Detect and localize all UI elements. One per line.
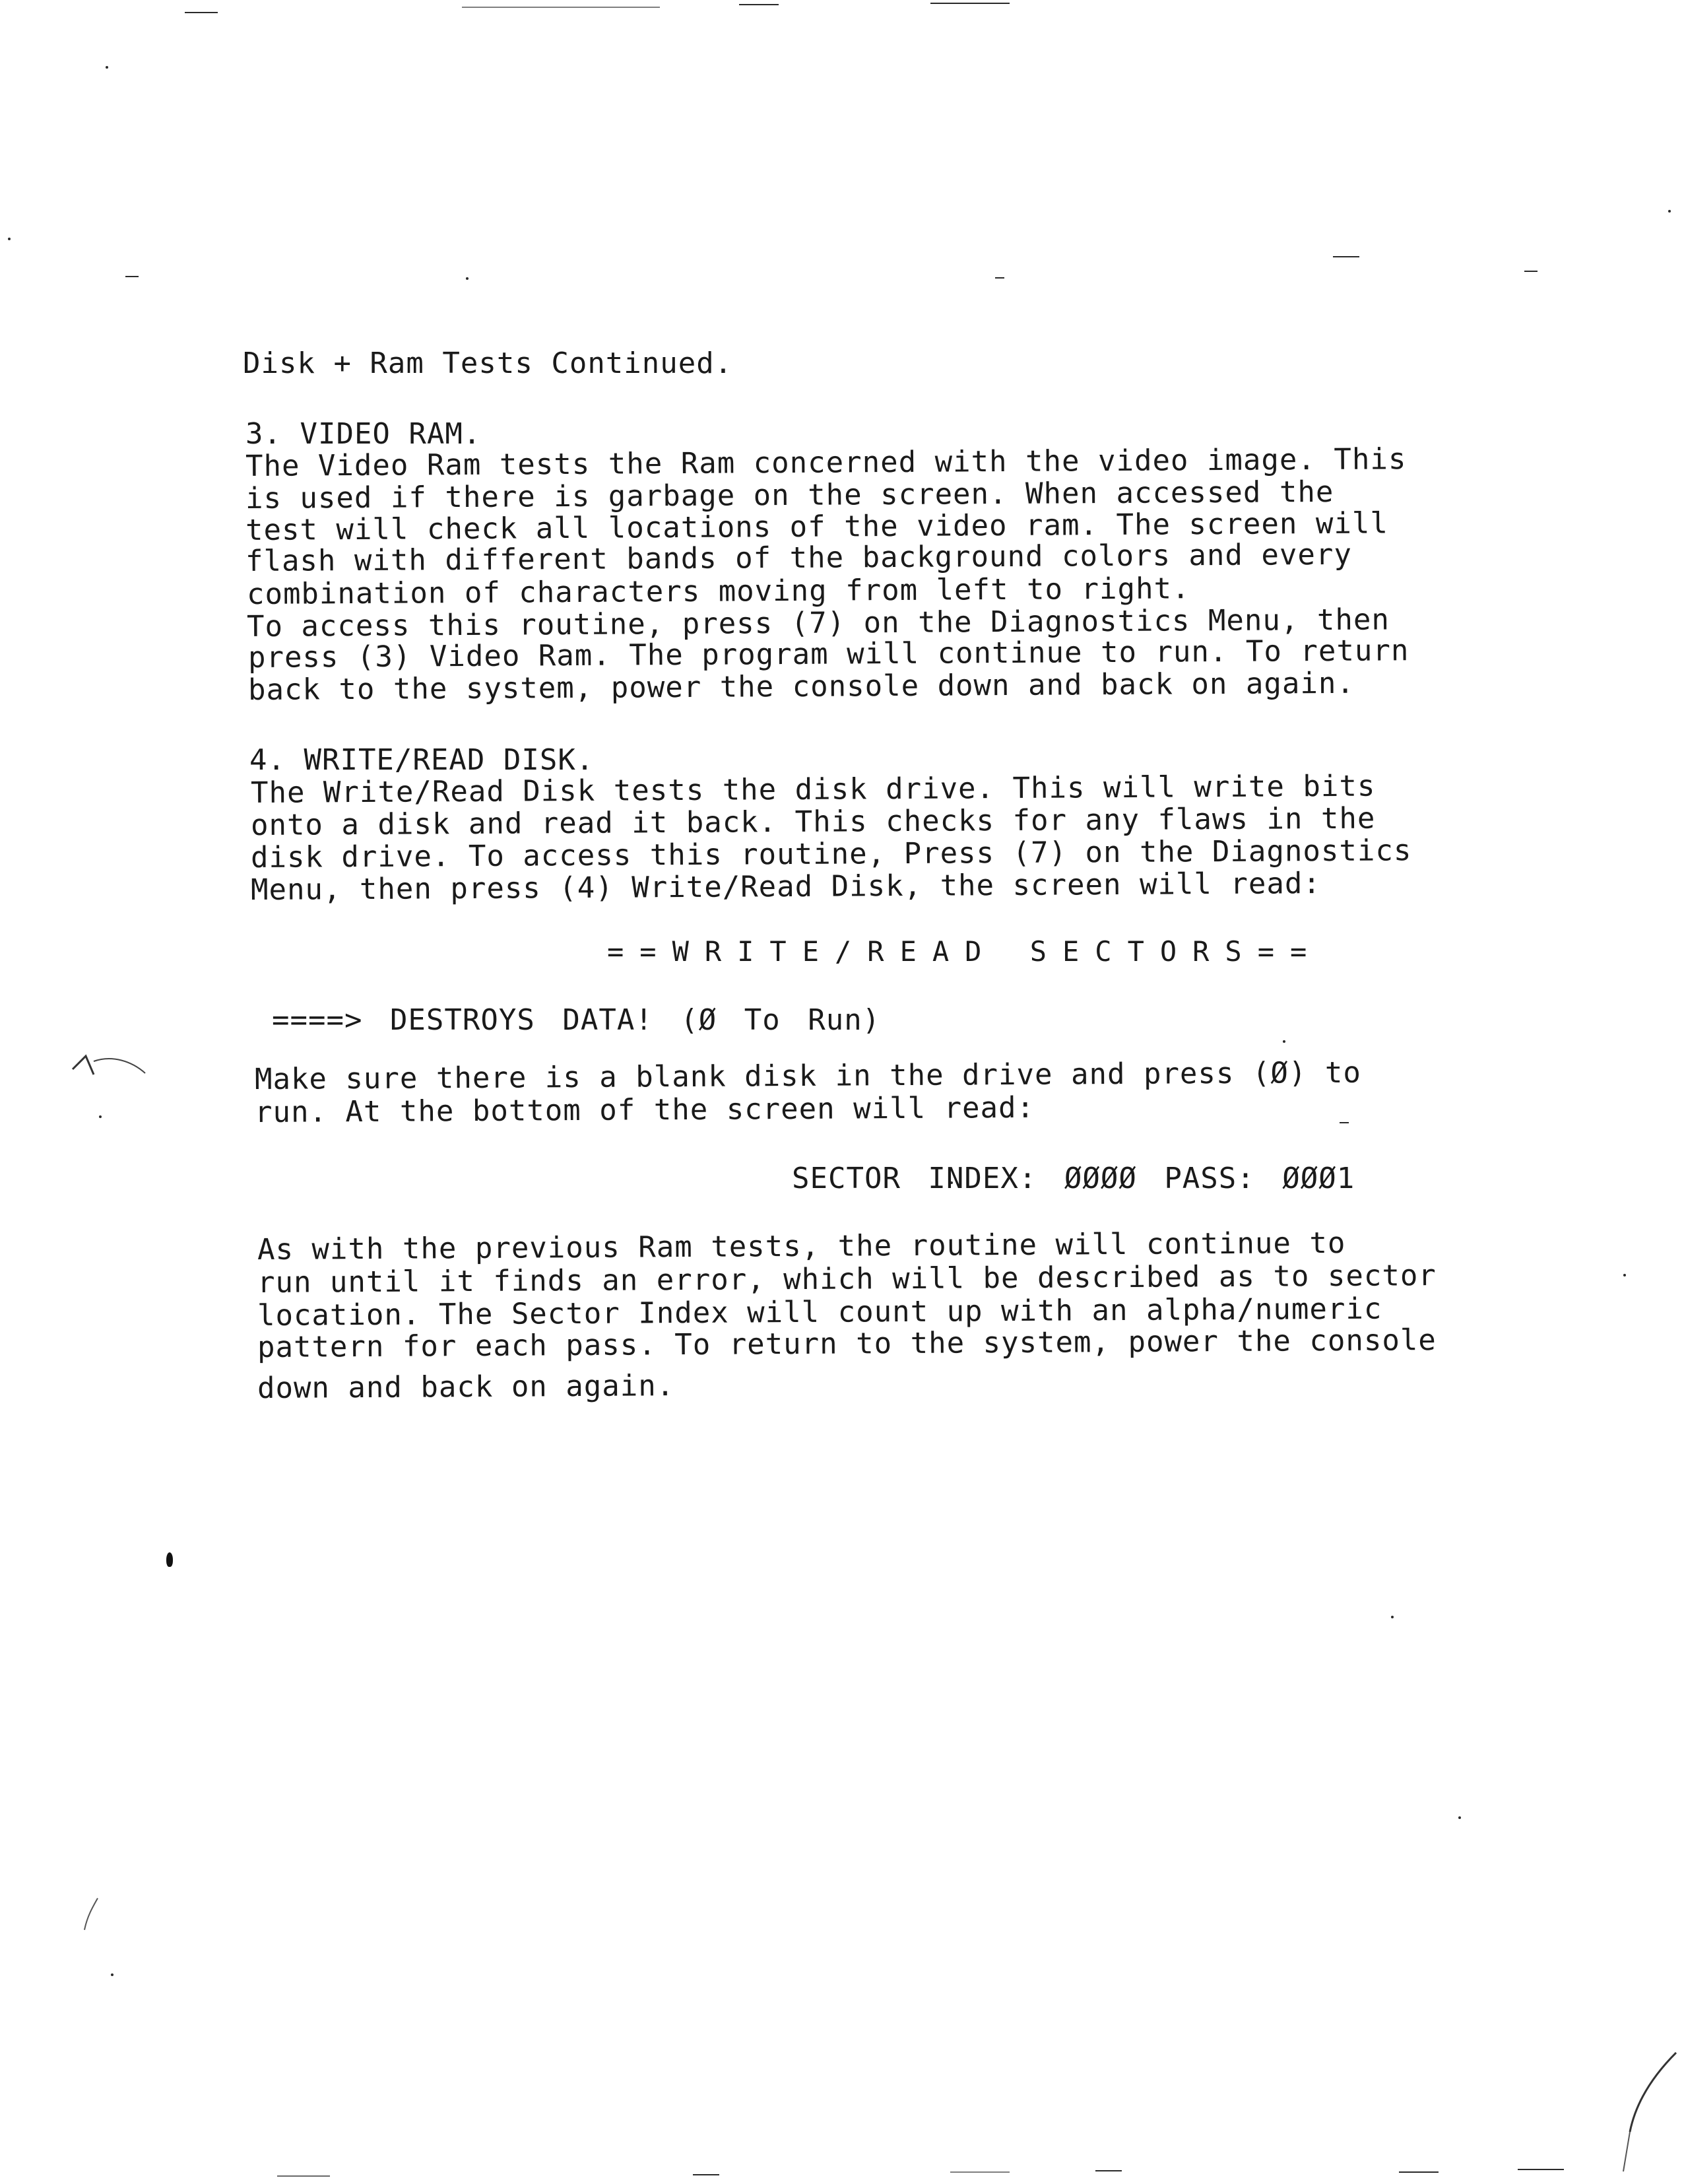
scan-artifact <box>739 4 779 5</box>
paragraph-line: As with the previous Ram tests, the routine will continue to <box>257 1226 1346 1267</box>
scan-artifact <box>1518 2169 1564 2170</box>
scan-artifact <box>466 277 469 280</box>
paragraph-line: run. At the bottom of the screen will read: <box>254 1090 1035 1129</box>
screen-warning: ====> DESTROYS DATA! (Ø To Run) <box>272 1003 881 1037</box>
paragraph-line: disk drive. To access this routine, Press (7) on the Diagnostics <box>250 834 1412 875</box>
scan-artifact <box>462 7 660 8</box>
scan-artifact <box>111 1973 113 1976</box>
page-title: Disk + Ram Tests Continued. <box>243 347 733 380</box>
pen-scribble <box>1610 2046 1683 2178</box>
scan-artifact <box>8 238 11 240</box>
section-heading-video-ram: 3. VIDEO RAM. <box>245 417 482 451</box>
paragraph-line: back to the system, power the console down and back on again. <box>247 666 1355 707</box>
paragraph-line: location. The Sector Index will count up with an alpha/numeric <box>257 1292 1382 1333</box>
screen-status: SECTOR INDEX: ØØØØ PASS: ØØØ1 <box>792 1162 1355 1195</box>
scan-artifact <box>106 66 108 69</box>
paragraph-line: test will check all locations of the video ram. The screen will <box>245 506 1389 547</box>
scan-artifact <box>125 276 139 277</box>
scan-artifact <box>693 2174 719 2175</box>
scan-artifact <box>1391 1616 1394 1618</box>
paragraph-line: down and back on again. <box>257 1369 675 1405</box>
paragraph-line: pattern for each pass. To return to the system, power the console <box>257 1323 1437 1364</box>
pen-scribble <box>66 1043 158 1096</box>
ink-blot <box>166 1552 173 1567</box>
pen-scribble <box>79 1894 106 1934</box>
scan-artifact <box>1623 1274 1626 1276</box>
paragraph-line: To access this routine, press (7) on the Diagnostics Menu, then <box>246 603 1390 644</box>
scan-artifact <box>1340 1122 1349 1123</box>
scan-artifact <box>185 12 218 13</box>
paragraph-line: run until it finds an error, which will be described as to sector <box>257 1259 1437 1300</box>
scan-artifact <box>950 2171 1010 2173</box>
scan-artifact <box>1333 256 1359 257</box>
paragraph-line: Make sure there is a blank disk in the drive and press (Ø) to <box>254 1055 1362 1096</box>
screen-title: ==WRITE/READ SECTORS== <box>607 935 1323 968</box>
scan-artifact <box>1095 2170 1122 2171</box>
scan-artifact <box>277 2175 330 2177</box>
paragraph-line: Menu, then press (4) Write/Read Disk, the screen will read: <box>250 867 1322 907</box>
scan-artifact <box>1399 2171 1439 2173</box>
scan-artifact <box>1458 1816 1461 1819</box>
section-heading-write-read-disk: 4. WRITE/READ DISK. <box>249 743 595 777</box>
scan-artifact <box>99 1115 102 1118</box>
paragraph-line: combination of characters moving from left to right. <box>246 572 1190 611</box>
scan-artifact <box>1668 210 1671 213</box>
paragraph-line: flash with different bands of the background colors and every <box>245 537 1353 578</box>
scan-artifact <box>930 3 1010 4</box>
paragraph-line: is used if there is garbage on the screen. When accessed the <box>245 475 1334 515</box>
paragraph-line: The Video Ram tests the Ram concerned with the video image. This <box>245 442 1407 483</box>
scan-artifact <box>995 277 1004 279</box>
scan-artifact <box>1524 271 1538 272</box>
paragraph-line: press (3) Video Ram. The program will continue to run. To return <box>247 634 1409 675</box>
paragraph-line: onto a disk and read it back. This checks for any flaws in the <box>250 801 1376 842</box>
paragraph-line: The Write/Read Disk tests the disk drive. This will write bits <box>250 769 1376 810</box>
scan-artifact <box>1283 1040 1285 1043</box>
